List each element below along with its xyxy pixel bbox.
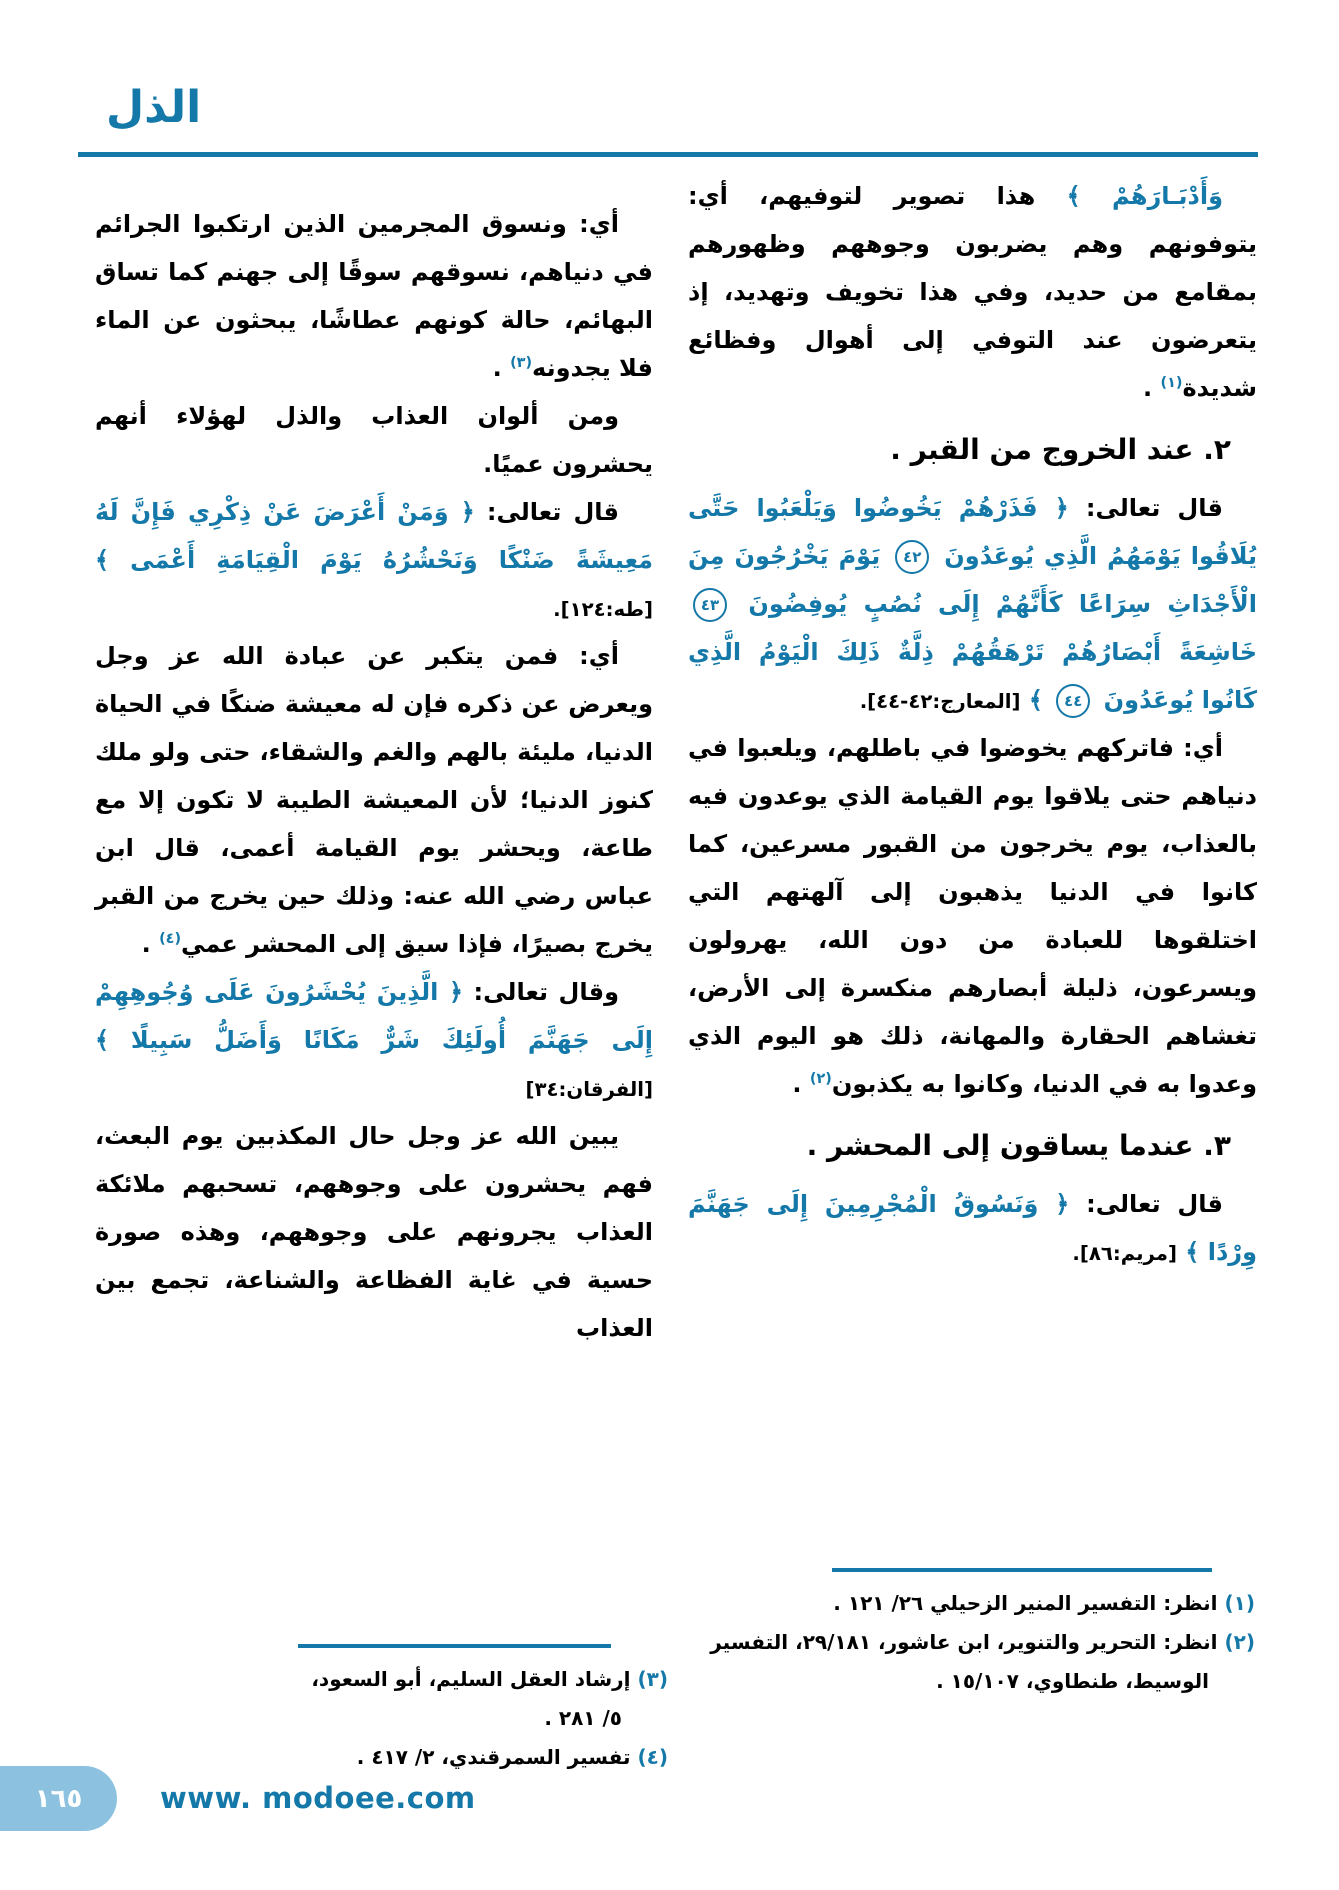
body-text: ٢. عند الخروج من القبر . — [890, 433, 1231, 466]
page-number: ١٦٥ — [34, 1783, 83, 1814]
footnote — [288, 1660, 668, 1738]
footnote-number: (٢) — [1224, 1630, 1255, 1654]
paragraph — [95, 392, 653, 488]
paragraph — [95, 968, 653, 1112]
footnote-number: (١) — [1224, 1591, 1255, 1615]
header-rule — [78, 152, 1258, 157]
body-text: قال تعالى: — [1069, 1190, 1223, 1218]
quran-verse: يَوْمَ يَخْرُجُونَ مِنَ الْأَجْدَاثِ سِرَاعًا كَأَنَّهُمْ إِلَى نُصُبٍ يُوفِضُونَ — [688, 542, 1257, 618]
ayah-number: ٤٣ — [693, 588, 727, 622]
quran-verse: ﴿ فَذَرْهُمْ يَخُوضُوا وَيَلْعَبُوا حَتَّى يُلَاقُوا يَوْمَهُمُ الَّذِي يُوعَدُونَ — [688, 494, 1257, 570]
footnote-number: (٤) — [637, 1745, 668, 1769]
verse-citation: [المعارج:٤٢-٤٤]. — [859, 690, 1021, 713]
quran-verse: ﴿ وَمَنْ أَعْرَضَ عَنْ ذِكْرِي فَإِنَّ لَهُ مَعِيشَةً ضَنْكًا وَنَحْشُرُهُ يَوْمَ الْقِيَامَةِ أَعْمَى ﴾ — [95, 498, 653, 574]
body-text: أي: فاتركهم يخوضوا في باطلهم، ويلعبوا في دنياهم حتى يلاقوا يوم القيامة الذي يوعدون فيه بالعذاب، يوم يخرجون من القبور مسرعين، كما كانوا في الدنيا يذهبون إلى آلهتهم التي اختلقوها للعبادة من دون الله، يهرولون ويسرعون، ذليلة أبصارهم منكسرة إلى الأرض، تغشاهم الحقارة والمهانة، ذلك هو اليوم الذي وعدوا به في الدنيا، وكانوا به يكذبون — [688, 734, 1257, 1098]
body-text: يبين الله عز وجل حال المكذبين يوم البعث، فهم يحشرون على وجوههم، تسحبهم ملائكة العذاب يجرونهم على وجوههم، وهذه صورة حسية في غاية الفظاعة والشناعة، تجمع بين العذاب — [95, 1122, 653, 1342]
body-text: أي: فمن يتكبر عن عبادة الله عز وجل ويعرض عن ذكره فإن له معيشة ضنكًا في الحياة الدنيا، مليئة بالهم والغم والشقاء، حتى ولو ملك كنوز الدنيا؛ لأن المعيشة الطيبة لا تكون إلا مع طاعة، ويحشر يوم القيامة أعمى، قال ابن عباس رضي الله عنه: وذلك حين يخرج من القبر يخرج بصيرًا، فإذا سيق إلى المحشر عمي — [95, 642, 653, 958]
body-text: ٣. عندما يساقون إلى المحشر . — [806, 1129, 1231, 1162]
quran-verse: خَاشِعَةً أَبْصَارُهُمْ تَرْهَقُهُمْ ذِلَّةٌ ذَلِكَ الْيَوْمُ الَّذِي كَانُوا يُوعَدُونَ — [688, 638, 1257, 714]
body-text: أي: ونسوق المجرمين الذين ارتكبوا الجرائم في دنياهم، نسوقهم سوقًا إلى جهنم كما تساق البهائم، حالة كونهم عطاشًا، يبحثون عن الماء فلا يجدونه — [95, 210, 653, 382]
footnote-text: تفسير السمرقندي، ٢/ ٤١٧ . — [356, 1745, 638, 1769]
footnotes-left — [288, 1644, 668, 1777]
section-heading — [688, 1118, 1257, 1174]
body-text: ومن ألوان العذاب والذل لهؤلاء أنهم يحشرون عميًا. — [95, 402, 653, 478]
ayah-number: ٤٤ — [1056, 684, 1090, 718]
body-text: قال تعالى: — [474, 498, 619, 526]
footnote-number: (٣) — [637, 1667, 668, 1691]
body-text: وقال تعالى: — [463, 978, 620, 1006]
quran-verse: وَأَدْبَـارَهُمْ ﴾ — [1035, 182, 1223, 210]
body-text: . — [792, 1070, 810, 1098]
paragraph — [688, 724, 1257, 1108]
footnote-ref-marker: (٢) — [809, 1071, 832, 1087]
footnote-ref-marker: (١) — [1160, 375, 1183, 391]
quran-verse: ﴿ الَّذِينَ يُحْشَرُونَ عَلَى وُجُوهِهِمْ إِلَى جَهَنَّمَ أُولَئِكَ شَرٌّ مَكَانًا وَأَضَلُّ سَبِيلًا ﴾ — [95, 978, 653, 1054]
footnote — [695, 1623, 1255, 1701]
section-heading — [688, 422, 1257, 478]
footnote-ref-marker: (٣) — [510, 355, 533, 371]
quran-verse: ﴿ وَنَسُوقُ الْمُجْرِمِينَ إِلَى جَهَنَّمَ وِرْدًا ﴾ — [688, 1190, 1257, 1266]
page-title: الذل — [106, 82, 202, 133]
footnote-separator — [298, 1644, 611, 1648]
paragraph — [688, 1180, 1257, 1276]
website-text: www. modoee.com — [160, 1781, 476, 1815]
page-number-badge — [0, 1766, 117, 1831]
footnote-ref-marker: (٤) — [159, 931, 182, 947]
verse-citation: [مريم:٨٦]. — [1072, 1242, 1177, 1265]
verse-citation: [طه:١٢٤]. — [553, 598, 653, 621]
footnote — [695, 1584, 1255, 1623]
paragraph — [95, 1112, 653, 1352]
footnote-text: إرشاد العقل السليم، أبو السعود، ٥/ ٢٨١ . — [311, 1667, 638, 1730]
verse-citation: [الفرقان:٣٤] — [525, 1078, 653, 1101]
body-text: . — [141, 930, 160, 958]
paragraph — [95, 488, 653, 632]
body-text: . — [492, 354, 511, 382]
footnote-text: انظر: التحرير والتنوير، ابن عاشور، ٢٩/١٨١، التفسير الوسيط، طنطاوي، ١٥/١٠٧ . — [710, 1630, 1225, 1693]
ayah-number: ٤٢ — [895, 540, 929, 574]
body-text: قال تعالى: — [1068, 494, 1223, 522]
footnotes-right — [695, 1568, 1255, 1701]
body-text: هذا تصوير لتوفيهم، أي: يتوفونهم وهم يضربون وجوههم وظهورهم بمقامع من حديد، وفي هذا تخويف وتهديد، إذ يتعرضون عند التوفي إلى أهوال وفظائع شديدة — [688, 182, 1257, 402]
paragraph — [688, 172, 1257, 412]
footnote — [288, 1738, 668, 1777]
footnote-separator — [832, 1568, 1212, 1572]
column-right — [688, 172, 1257, 1276]
footnote-text: انظر: التفسير المنير الزحيلي ٢٦/ ١٢١ . — [833, 1591, 1225, 1615]
paragraph — [688, 484, 1257, 724]
paragraph — [95, 632, 653, 968]
body-text: . — [1143, 374, 1161, 402]
paragraph — [95, 200, 653, 392]
column-left — [95, 200, 653, 1352]
quran-verse: ﴾ — [1020, 686, 1052, 714]
